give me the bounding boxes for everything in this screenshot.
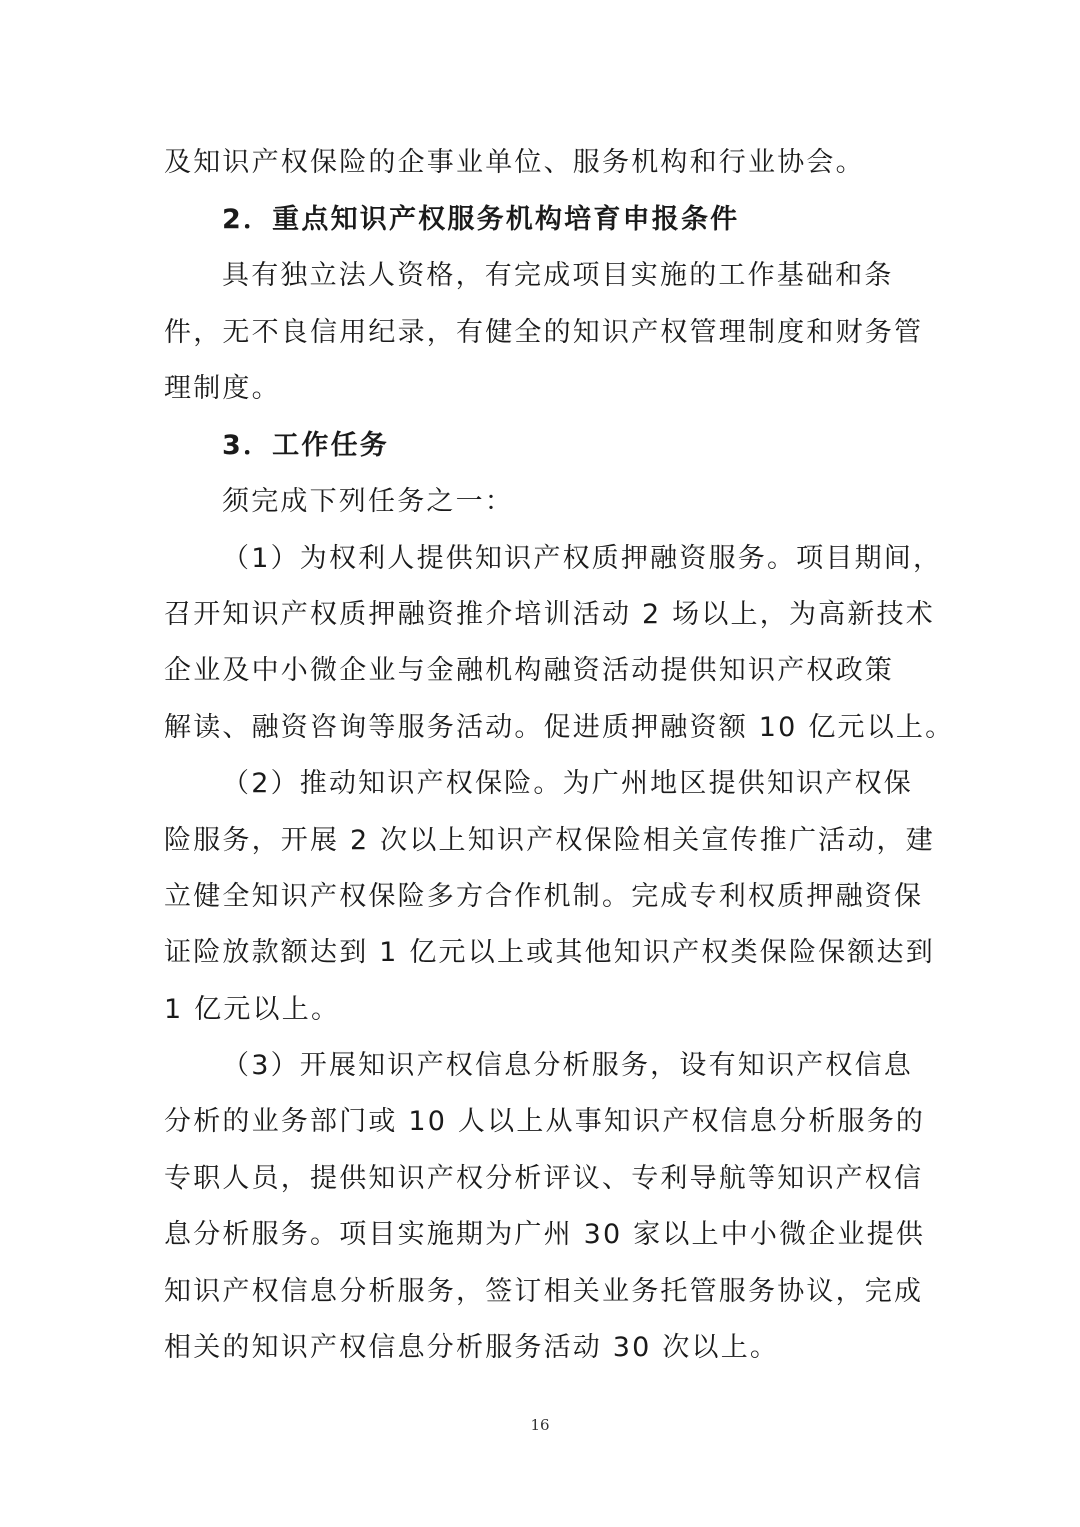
- text-line: 立健全知识产权保险多方合作机制。完成专利权质押融资保: [164, 881, 924, 912]
- text-line: 须完成下列任务之一：: [222, 486, 514, 517]
- text-line: 1 亿元以上。: [164, 994, 341, 1025]
- text-line: （3）开展知识产权信息分析服务，设有知识产权信息: [222, 1050, 913, 1081]
- section-heading: 2．重点知识产权服务机构培育申报条件: [222, 204, 740, 235]
- text-line: 企业及中小微企业与金融机构融资活动提供知识产权政策: [164, 655, 894, 686]
- text-line: 证险放款额达到 1 亿元以上或其他知识产权类保险保额达到: [164, 937, 935, 968]
- text-line: 分析的业务部门或 10 人以上从事知识产权信息分析服务的: [164, 1106, 926, 1137]
- text-line: （2）推动知识产权保险。为广州地区提供知识产权保: [222, 768, 913, 799]
- text-line: （1）为权利人提供知识产权质押融资服务。项目期间，: [222, 543, 943, 574]
- text-line: 解读、融资咨询等服务活动。促进质押融资额 10 亿元以上。: [164, 712, 955, 743]
- text-line: 息分析服务。项目实施期为广州 30 家以上中小微企业提供: [164, 1219, 926, 1250]
- text-line: 召开知识产权质押融资推介培训活动 2 场以上，为高新技术: [164, 599, 935, 630]
- text-line: 知识产权信息分析服务，签订相关业务托管服务协议，完成: [164, 1276, 924, 1307]
- text-line: 及知识产权保险的企事业单位、服务机构和行业协会。: [164, 147, 865, 178]
- section-heading: 3．工作任务: [222, 430, 389, 461]
- text-line: 相关的知识产权信息分析服务活动 30 次以上。: [164, 1332, 780, 1363]
- text-line: 件，无不良信用纪录，有健全的知识产权管理制度和财务管: [164, 317, 924, 348]
- page-number: 16: [530, 1416, 550, 1434]
- text-line: 专职人员，提供知识产权分析评议、专利导航等知识产权信: [164, 1163, 924, 1194]
- text-line: 具有独立法人资格，有完成项目实施的工作基础和条: [222, 260, 894, 291]
- text-line: 险服务，开展 2 次以上知识产权保险相关宣传推广活动，建: [164, 825, 935, 856]
- text-line: 理制度。: [164, 373, 281, 404]
